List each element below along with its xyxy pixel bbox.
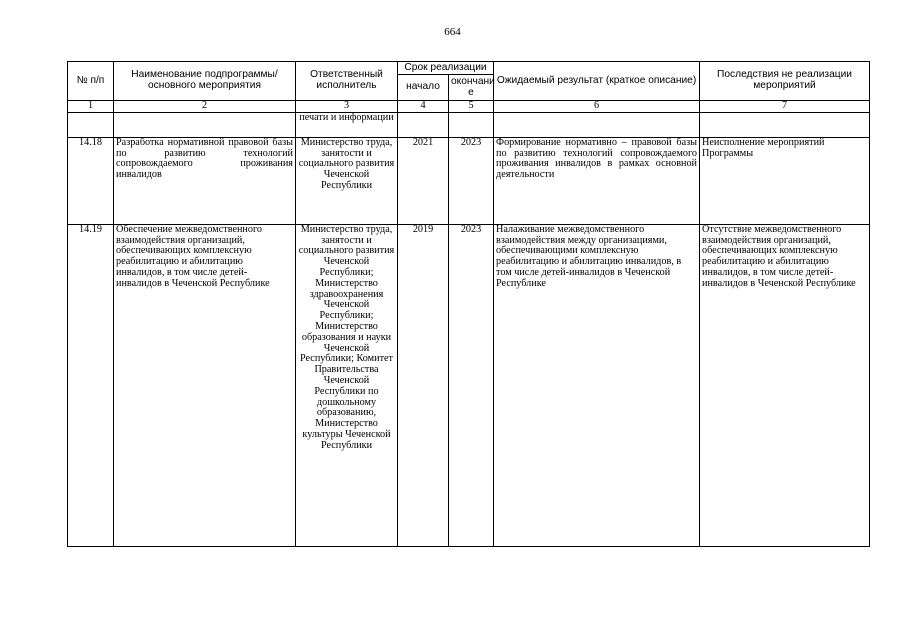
row-name: Обеспечение межведомственного взаимодействия организаций, обеспечивающих комплексную реабилитацию и абилитацию инвалидов, в том числе детей-инвалидов в Чеченской Республике: [114, 224, 296, 546]
row-consequences: Отсутствие межведомственного взаимодействия организаций, обеспечивающих комплексную реабилитацию и абилитацию инвалидов, в том числе детей-инвалидов в Чеченской Республике: [700, 224, 870, 546]
row-start: 2019: [398, 224, 449, 546]
row-name: Разработка нормативной правовой базы по развитию технологий сопровождаемого проживания инвалидов: [114, 137, 296, 224]
column-number-row: [68, 101, 870, 113]
column-number: 4: [398, 101, 449, 113]
row-start: 2021: [398, 137, 449, 224]
row-num: 14.19: [68, 224, 114, 546]
table-row: [68, 224, 870, 546]
column-number: 6: [494, 101, 700, 113]
header-responsible: Ответственный исполнитель: [296, 62, 398, 101]
column-number: 5: [449, 101, 494, 113]
continuation-row: [68, 112, 870, 137]
column-number: 1: [68, 101, 114, 113]
row-responsible: Министерство труда, занятости и социального развития Чеченской Республики; Министерство здравоохранения Чеченской Республики; Министерство образования и науки Чеченской Республики; Комитет Правительства Чеченской Республики по дошкольному образованию, Министерство культуры Чеченской Республики: [296, 224, 398, 546]
header-result: Ожидаемый результат (краткое описание): [494, 62, 700, 101]
continuation-responsible: печати и информации: [296, 112, 398, 137]
header-end: [449, 75, 494, 101]
row-num: 14.18: [68, 137, 114, 224]
header-row: [68, 62, 870, 75]
column-number: 3: [296, 101, 398, 113]
header-consequences: Последствия не реализации мероприятий: [700, 62, 870, 101]
header-name: Наименование подпрограммы/ основного мероприятия: [114, 62, 296, 101]
column-number: 2: [114, 101, 296, 113]
row-end: 2023: [449, 224, 494, 546]
header-start: начало: [398, 75, 449, 101]
column-number: 7: [700, 101, 870, 113]
header-num: № п/п: [68, 62, 114, 101]
header-end-part1: окончани: [451, 75, 495, 87]
header-end-part2: е: [468, 86, 474, 98]
header-term: Срок реализации: [398, 62, 494, 75]
row-consequences: Неисполнение мероприятий Программы: [700, 137, 870, 224]
row-result: Формирование нормативно – правовой базы по развитию технологий сопровождаемого проживания инвалидов в рамках основной деятельности: [494, 137, 700, 224]
table-row: [68, 137, 870, 224]
activities-table: [67, 61, 870, 547]
row-end: 2023: [449, 137, 494, 224]
row-result: Налаживание межведомственного взаимодействия между организациями, обеспечивающими комплексную реабилитацию и абилитацию инвалидов, в том числе детей-инвалидов в Чеченской Республике: [494, 224, 700, 546]
row-responsible: Министерство труда, занятости и социального развития Чеченской Республики: [296, 137, 398, 224]
page-number: 664: [444, 26, 461, 38]
